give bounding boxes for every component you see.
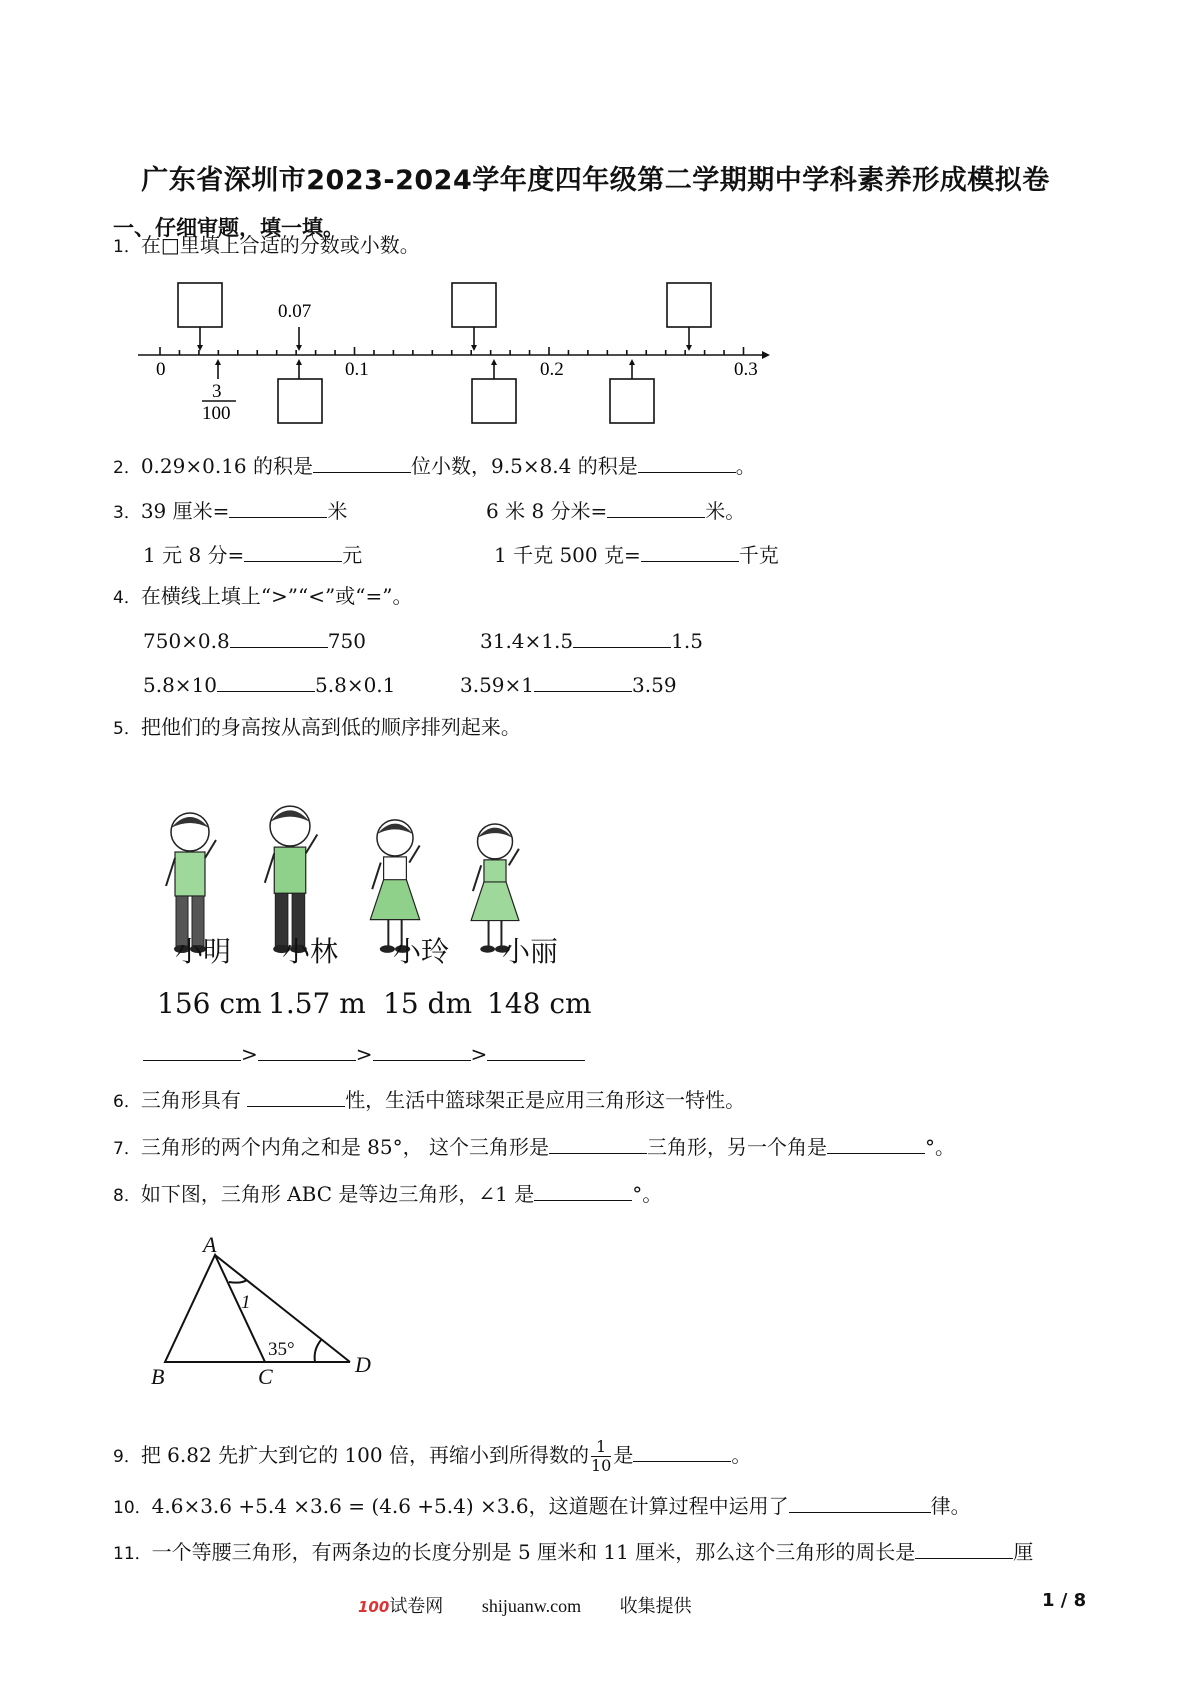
child-name-3: 小玲 <box>393 935 450 968</box>
question-text: 4.6×3.6 +5.4 ×3.6 = (4.6 +5.4) ×3.6，这道题在计算过程中运用了 <box>151 1494 789 1518</box>
answer-blank[interactable] <box>487 1040 585 1061</box>
vertex-b: B <box>151 1364 165 1389</box>
answer-box-top-3 <box>667 283 711 327</box>
height-order-answer <box>143 1040 585 1067</box>
answer-blank[interactable] <box>217 671 315 692</box>
answer-blank[interactable] <box>229 497 327 518</box>
answer-blank[interactable] <box>313 452 411 473</box>
question-text: 750 <box>327 629 366 653</box>
child-name-1: 小明 <box>175 935 232 968</box>
child-height-4: 148 cm <box>487 987 592 1020</box>
answer-blank[interactable] <box>258 1040 356 1061</box>
vertex-d: D <box>355 1352 371 1377</box>
fraction-denominator: 100 <box>202 403 231 424</box>
answer-blank[interactable] <box>789 1492 931 1513</box>
tick-label-0-2: 0.2 <box>540 359 564 380</box>
site-url[interactable]: shijuanw.com <box>481 1596 582 1616</box>
question-text: 750×0.8 <box>143 629 230 653</box>
answer-box-bottom-1 <box>278 379 322 423</box>
section-heading-1: 一、仔细审题，填一填。 <box>113 216 344 240</box>
question-8 <box>113 1180 662 1209</box>
tick-label-0: 0 <box>156 359 166 380</box>
question-text: 厘 <box>1013 1540 1034 1564</box>
label-0-07: 0.07 <box>278 301 312 322</box>
question-5 <box>113 714 521 742</box>
question-number: 9． <box>113 1447 141 1467</box>
question-text: 5.8×10 <box>143 673 218 697</box>
question-text: 。 <box>735 454 756 478</box>
site-logo: 100 <box>358 1598 390 1616</box>
question-text: 律。 <box>930 1494 971 1518</box>
question-number: 2． <box>113 458 141 478</box>
vertex-a: A <box>203 1232 217 1257</box>
question-text: 米 <box>327 499 348 523</box>
answer-box-top-1 <box>178 283 222 327</box>
question-1 <box>113 232 420 260</box>
greater-sign: > <box>470 1042 488 1066</box>
page-number: 1 / 8 <box>1042 1590 1087 1611</box>
question-text: 1.5 <box>671 629 703 653</box>
answer-blank[interactable] <box>638 452 736 473</box>
question-3-d <box>494 541 779 568</box>
angle-d-label: 35° <box>268 1339 295 1360</box>
axis-arrowhead <box>762 351 770 359</box>
angle-1-arc <box>229 1280 247 1283</box>
question-text: 千克 <box>738 543 779 567</box>
answer-box-bottom-3 <box>610 379 654 423</box>
answer-box-top-2 <box>452 283 496 327</box>
answer-blank[interactable] <box>244 541 342 562</box>
question-text: 三角形，另一个角是 <box>647 1135 827 1159</box>
tick-label-0-3: 0.3 <box>734 359 758 380</box>
question-text: 一个等腰三角形，有两条边的长度分别是 5 厘米和 11 厘米，那么这个三角形的周长是 <box>151 1540 916 1564</box>
greater-sign: > <box>355 1042 373 1066</box>
question-4-d <box>460 671 677 698</box>
answer-blank[interactable] <box>549 1133 647 1154</box>
child-height-3: 15 dm <box>383 987 473 1020</box>
question-text: 3.59×1 <box>460 673 535 697</box>
answer-blank[interactable] <box>827 1133 925 1154</box>
triangle-figure <box>145 1230 385 1390</box>
question-text: 31.4×1.5 <box>480 629 574 653</box>
question-number: 11． <box>113 1544 152 1564</box>
question-text: 。 <box>731 1443 752 1467</box>
answer-blank[interactable] <box>915 1538 1013 1559</box>
footer-source <box>358 1592 692 1618</box>
number-line-figure <box>130 275 780 435</box>
answer-blank[interactable] <box>534 1180 632 1201</box>
question-number: 1． <box>113 237 141 257</box>
question-4-a <box>143 627 366 654</box>
question-number: 10． <box>113 1498 152 1518</box>
answer-blank[interactable] <box>607 497 705 518</box>
question-number: 8． <box>113 1186 141 1206</box>
question-2 <box>113 452 756 481</box>
vertex-c: C <box>258 1364 273 1389</box>
child-name-2: 小林 <box>282 935 339 968</box>
question-text: 1 元 8 分= <box>143 543 245 567</box>
question-6 <box>113 1086 745 1115</box>
question-text: 三角形的两个内角之和是 85°， 这个三角形是 <box>140 1135 549 1159</box>
answer-blank[interactable] <box>230 627 328 648</box>
question-text: 米。 <box>705 499 746 523</box>
answer-blank[interactable] <box>633 1441 731 1462</box>
question-9 <box>113 1438 751 1475</box>
answer-blank[interactable] <box>573 627 671 648</box>
answer-blank[interactable] <box>247 1086 345 1107</box>
question-11 <box>113 1538 1033 1567</box>
question-4-b <box>480 627 703 654</box>
child-height-2: 1.57 m <box>268 987 366 1020</box>
answer-blank[interactable] <box>641 541 739 562</box>
question-number: 3． <box>113 503 141 523</box>
question-number: 4． <box>113 588 141 608</box>
question-number: 5． <box>113 719 141 739</box>
question-text: 位小数，9.5×8.4 的积是 <box>411 454 638 478</box>
question-text: 把 6.82 先扩大到它的 100 倍，再缩小到所得数的 <box>140 1443 589 1467</box>
question-text: 0.29×0.16 的积是 <box>140 454 314 478</box>
number-line-ticks <box>160 347 744 355</box>
question-text: °。 <box>925 1135 955 1159</box>
question-text: 三角形具有 <box>140 1088 241 1112</box>
footer-note: 收集提供 <box>619 1596 692 1616</box>
question-text: 5.8×0.1 <box>315 673 396 697</box>
answer-blank[interactable] <box>143 1040 241 1061</box>
question-3-b <box>486 497 745 524</box>
question-text: °。 <box>632 1182 663 1206</box>
question-text: 在□里填上合适的分数或小数。 <box>140 233 420 257</box>
answer-blank[interactable] <box>534 671 632 692</box>
question-number: 6． <box>113 1092 141 1112</box>
fraction-one-tenth: $\frac{1}{10}$ <box>590 1437 612 1475</box>
question-4-c <box>143 671 395 698</box>
question-4 <box>113 583 412 611</box>
question-text: 3.59 <box>632 673 677 697</box>
tick-label-0-1: 0.1 <box>345 359 369 380</box>
question-3-c <box>143 541 362 568</box>
angle-1-label: 1 <box>241 1292 251 1313</box>
answer-box-bottom-2 <box>472 379 516 423</box>
page-title: 广东省深圳市2023-2024学年度四年级第二学期期中学科素养形成模拟卷 <box>141 165 1050 196</box>
angle-d-arc <box>315 1340 321 1362</box>
child-height-1: 156 cm <box>157 987 262 1020</box>
question-text: 在横线上填上“>”“<”或“=”。 <box>140 584 413 608</box>
question-text: 1 千克 500 克= <box>494 543 641 567</box>
site-name: 试卷网 <box>389 1596 444 1616</box>
answer-blank[interactable] <box>373 1040 471 1061</box>
question-7 <box>113 1133 955 1162</box>
question-text: 性，生活中篮球架正是应用三角形这一特性。 <box>345 1088 746 1112</box>
question-3 <box>113 497 347 526</box>
question-number: 7． <box>113 1139 141 1159</box>
question-10 <box>113 1492 971 1521</box>
question-text: 元 <box>342 543 363 567</box>
question-text: 6 米 8 分米= <box>486 499 608 523</box>
greater-sign: > <box>241 1042 258 1066</box>
question-text: 是 <box>613 1443 634 1467</box>
question-text: 如下图，三角形 ABC 是等边三角形，∠1 是 <box>140 1182 535 1206</box>
fraction-numerator: 3 <box>212 381 222 402</box>
child-name-4: 小丽 <box>502 935 559 968</box>
question-text: 把他们的身高按从高到低的顺序排列起来。 <box>140 715 521 739</box>
question-text: 39 厘米= <box>140 499 230 523</box>
